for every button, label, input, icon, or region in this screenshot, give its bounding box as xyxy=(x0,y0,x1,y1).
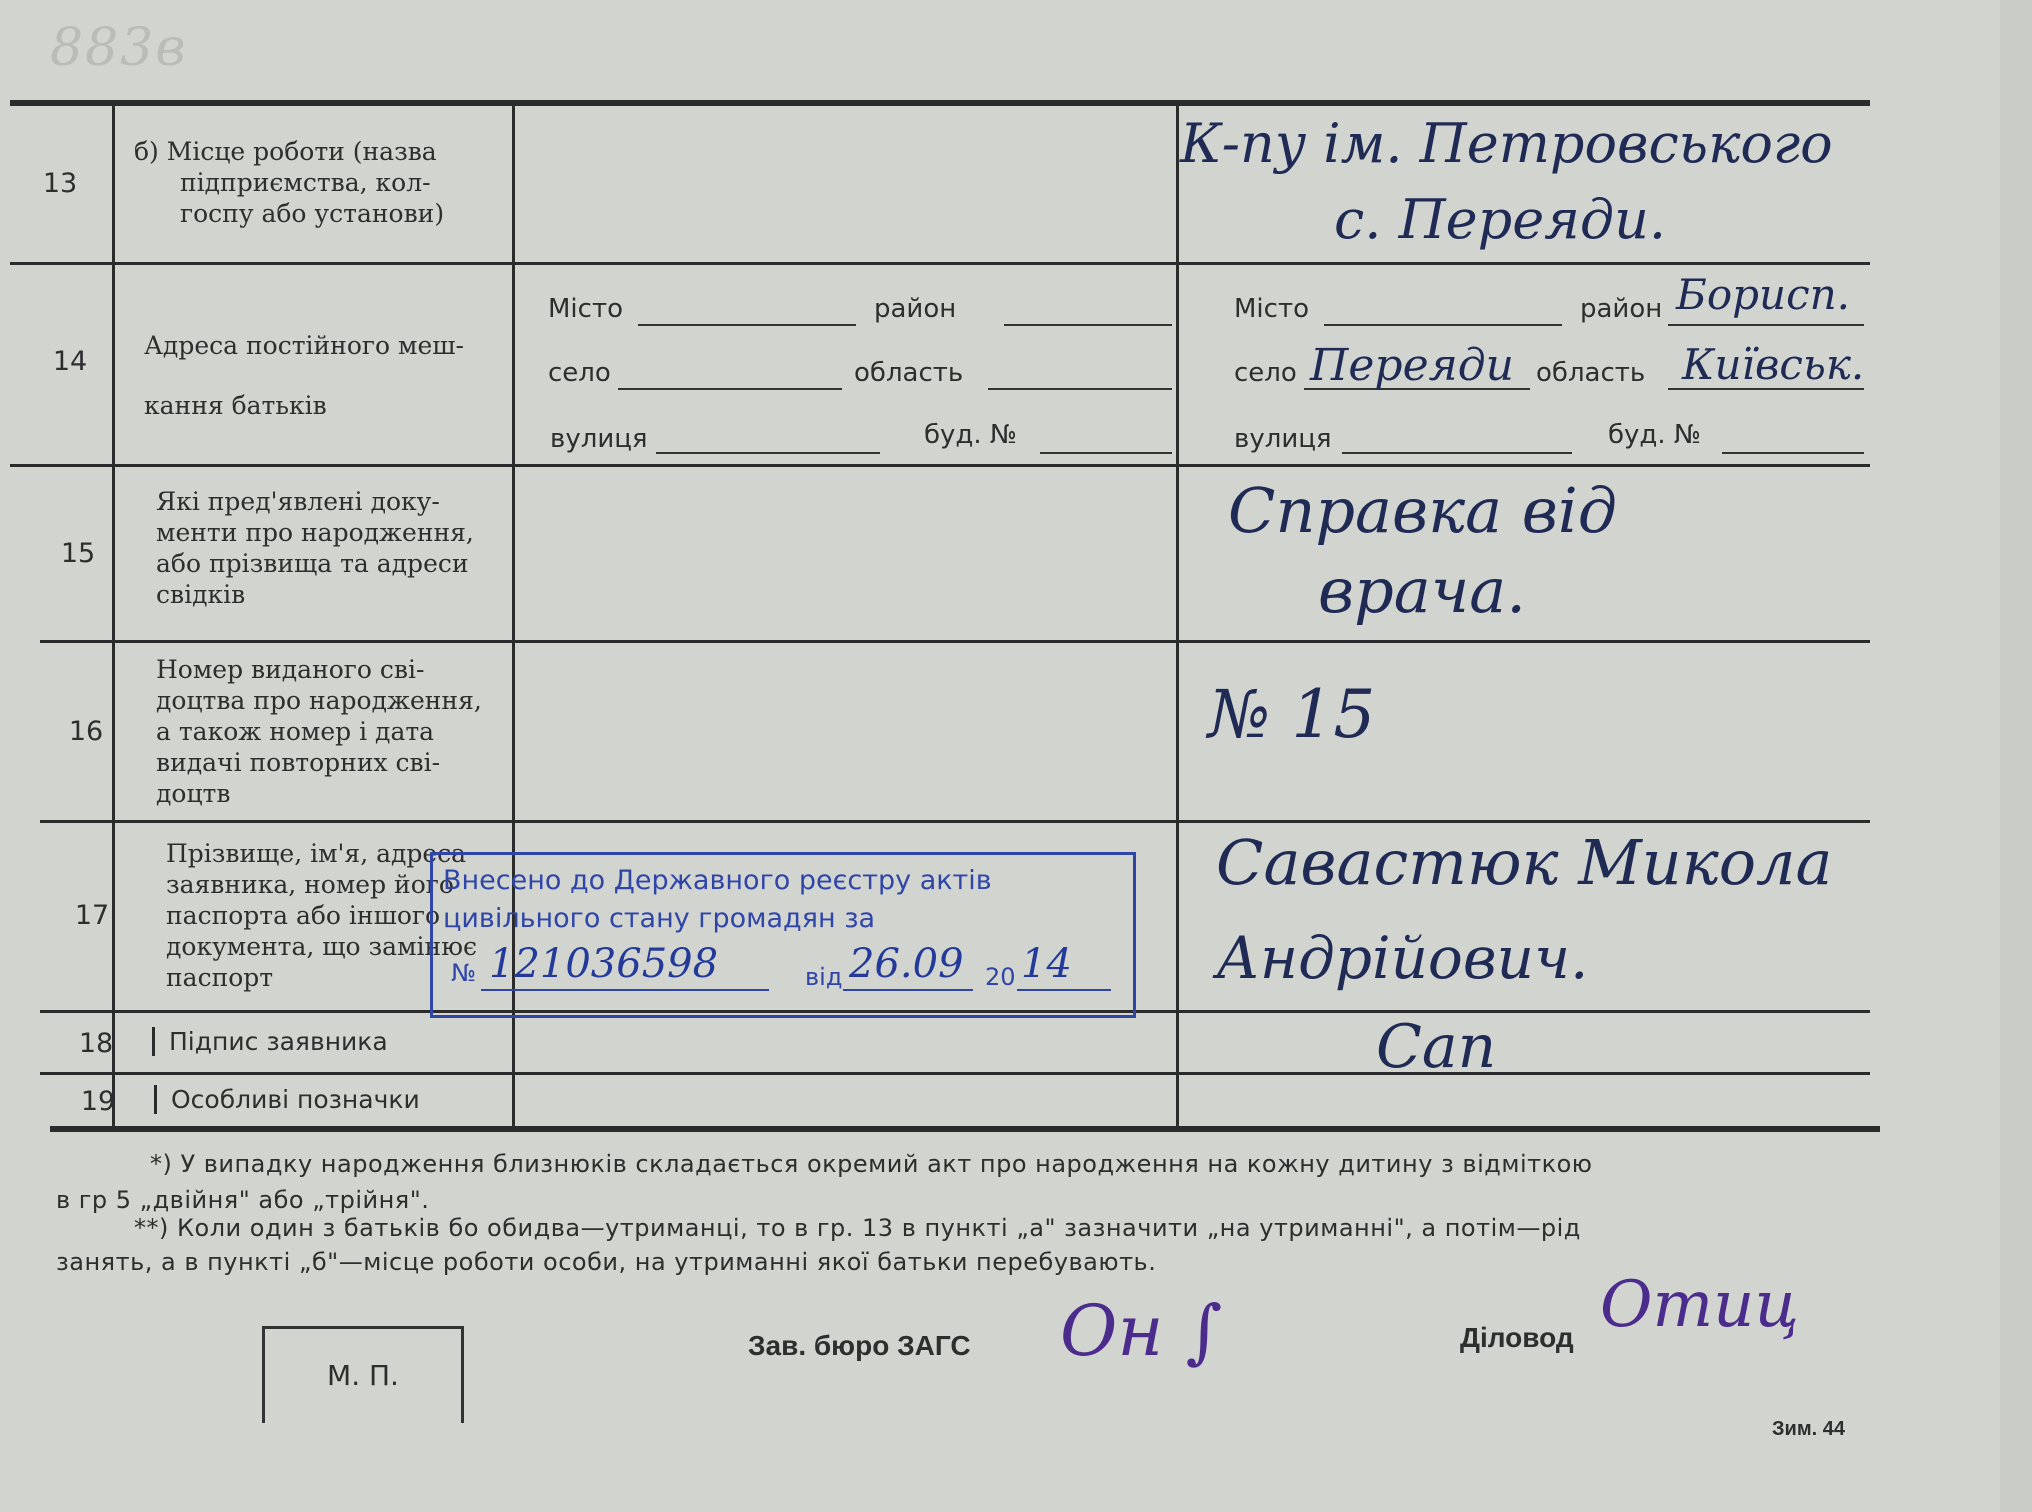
row-label-18: Підпис заявника xyxy=(152,1026,532,1057)
addr-bud-label: буд. № xyxy=(1608,420,1701,450)
handwritten-applicant-line1: Савастюк Микола xyxy=(1216,826,1833,899)
handwritten-certificate-number: № 15 xyxy=(1208,676,1376,753)
addr-misto-line xyxy=(1324,324,1562,326)
handwritten-selo: Переяди xyxy=(1310,340,1514,391)
row-number: 15 xyxy=(60,538,96,569)
row-number: 16 xyxy=(68,716,104,747)
addr-oblast-label: область xyxy=(1536,358,1646,388)
head-of-registry-label: Зав. бюро ЗАГС xyxy=(748,1330,971,1361)
handwritten-raion: Борисп. xyxy=(1676,270,1851,319)
row-label-15: Які пред'явлені доку- менти про народження, або прізвища та адреси свідків xyxy=(156,487,474,609)
table-top-rule xyxy=(10,100,1870,106)
seal-place-label: М. П. xyxy=(327,1359,399,1392)
stamp-date-label: від xyxy=(805,963,843,991)
seal-place-box xyxy=(262,1326,464,1423)
row-label-16: Номер виданого сві- доцтва про народження, а також номер і дата видачі повторних сві- доцтв xyxy=(156,655,482,808)
addr-raion-line xyxy=(1004,324,1172,326)
addr-vulytsia-label: вулиця xyxy=(550,424,648,454)
head-of-registry-signature: Он ∫ xyxy=(1060,1290,1223,1372)
row-number: 17 xyxy=(74,900,110,931)
stamp-date-line xyxy=(843,989,973,991)
addr-selo-label: село xyxy=(548,358,611,388)
form-number: Зим. 44 xyxy=(1772,1418,1845,1440)
handwritten-workplace-line1: К-пу ім. Петровського xyxy=(1180,112,1833,175)
row-divider xyxy=(40,820,1870,823)
footnote-1: *) У випадку народження близнюків складається окремий акт про народження на кожну дитину з відміткою xyxy=(150,1150,1593,1178)
stamp-year: 14 xyxy=(1021,941,1072,987)
addr-misto-line xyxy=(638,324,856,326)
footnote-1-cont: в гр 5 „двійня" або „трійня". xyxy=(56,1186,430,1214)
addr-vulytsia-line xyxy=(656,452,880,454)
addr-vulytsia-label: вулиця xyxy=(1234,424,1332,454)
addr-bud-line xyxy=(1722,452,1864,454)
footnote-2: **) Коли один з батьків бо обидва—утриманці, то в гр. 13 в пункті „а" зазначити „на утриманні", а потім—рід xyxy=(134,1214,1581,1242)
column-divider xyxy=(1176,106,1179,1126)
addr-bud-line xyxy=(1040,452,1172,454)
addr-misto-label: Місто xyxy=(1234,294,1310,324)
stamp-date: 26.09 xyxy=(849,941,964,987)
row-number: 18 xyxy=(78,1028,114,1059)
addr-selo-line xyxy=(618,388,842,390)
row-divider xyxy=(40,1072,1870,1075)
addr-raion-label: район xyxy=(1580,294,1663,324)
row-number: 14 xyxy=(52,346,88,377)
clerk-signature: Отиц xyxy=(1600,1268,1800,1342)
stamp-number: 121036598 xyxy=(489,941,719,987)
handwritten-documents-line1: Справка від xyxy=(1228,474,1618,547)
addr-selo-label: село xyxy=(1234,358,1297,388)
handwritten-workplace-line2: с. Переяди. xyxy=(1334,188,1667,251)
row-divider xyxy=(40,640,1870,643)
addr-oblast-line xyxy=(988,388,1172,390)
stamp-line2: цивільного стану громадян за xyxy=(443,903,876,934)
table-bottom-rule xyxy=(50,1126,1880,1132)
row-label-17: Прізвище, ім'я, адреса заявника, номер його паспорта або іншого документа, що замінює паспорт xyxy=(166,839,477,992)
addr-misto-label: Місто xyxy=(548,294,624,324)
registry-stamp xyxy=(430,852,1136,1018)
addr-oblast-label: область xyxy=(854,358,964,388)
row-divider xyxy=(10,464,1870,467)
handwritten-applicant-line2: Андрійович. xyxy=(1216,924,1589,992)
row-label-19: Особливі позначки xyxy=(154,1084,534,1115)
addr-raion-line xyxy=(1668,324,1864,326)
footnote-2-cont: занять, а в пункті „б"—місце роботи особи, на утриманні якої батьки перебувають. xyxy=(56,1248,1157,1276)
row-number: 13 xyxy=(42,168,78,199)
row-number: 19 xyxy=(80,1086,116,1117)
stamp-year-prefix: 20 xyxy=(985,963,1016,991)
addr-vulytsia-line xyxy=(1342,452,1572,454)
stamp-number-line xyxy=(481,989,769,991)
addr-bud-label: буд. № xyxy=(924,420,1017,450)
row-label-13: б) Місце роботи (назва підприємства, кол- госпу або установи) xyxy=(134,137,445,228)
handwritten-documents-line2: врача. xyxy=(1318,554,1526,627)
stamp-year-line xyxy=(1017,989,1111,991)
stamp-number-label: № xyxy=(451,959,476,987)
clerk-label: Діловод xyxy=(1460,1322,1574,1353)
page-mark: 883в xyxy=(50,18,188,78)
applicant-signature: Сап xyxy=(1376,1012,1497,1082)
column-divider xyxy=(112,106,115,1126)
row-label-14: Адреса постійного меш- кання батьків xyxy=(144,331,464,420)
addr-raion-label: район xyxy=(874,294,957,324)
handwritten-oblast: Київськ. xyxy=(1682,340,1865,389)
stamp-line1: Внесено до Державного реєстру актів xyxy=(443,865,992,896)
row-divider xyxy=(10,262,1870,265)
